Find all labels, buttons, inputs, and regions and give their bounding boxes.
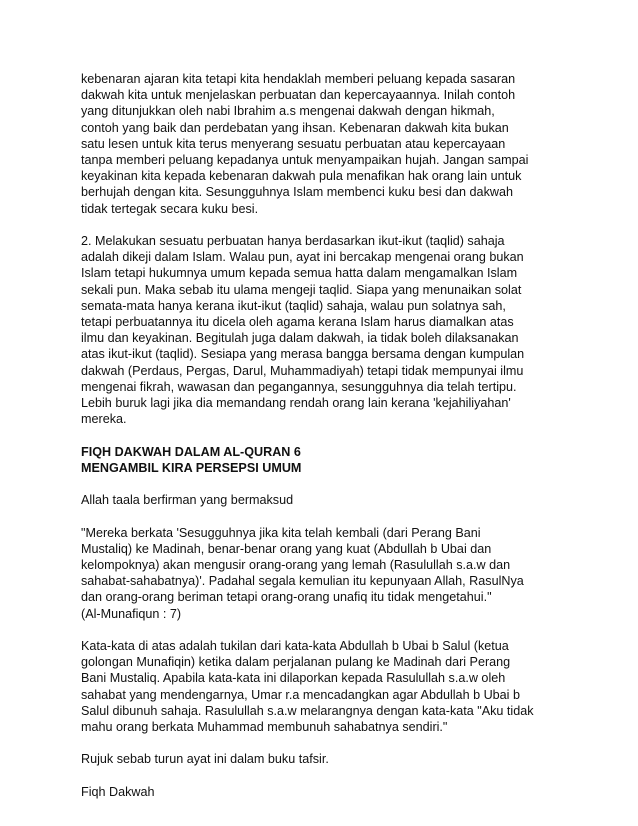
- paragraph-firman: Allah taala berfirman yang bermaksud: [81, 493, 294, 508]
- section-heading: FIQH DAKWAH DALAM AL-QURAN 6 MENGAMBIL KIRA PERSEPSI UMUM: [81, 444, 302, 475]
- paragraph-explanation: Kata-kata di atas adalah tukilan dari kata-kata Abdullah b Ubai b Salul (ketua golongan Munafiqin) ketika dalam perjalanan pulang ke Madinah dari Perang Bani Mustaliq. Apabila kata-kata ini dilaporkan kepada Rasulullah s.a.w oleh sahabat yang mendengarnya, Umar r.a mencadangkan agar Abdullah b Ubai b Salul dibunuh sahaja. Rasulullah s.a.w melarangnya dengan kata-kata "Aku tidak mahu orang berkata Muhammad membunuh sahabatnya sendiri.": [81, 639, 534, 735]
- paragraph-quote: "Mereka berkata 'Sesugguhnya jika kita telah kembali (dari Perang Bani Mustaliq) ke Madinah, benar-benar orang yang kuat (Abdullah b Ubai dan kelompoknya) akan mengusir orang-orang yang lemah (Rasulullah s.a.w dan sahabat-sahabatnya)'. Padahal segala kemulian itu kepunyaan Allah, RasulNya dan orang-orang beriman tetapi orang-orang unafiq itu tidak mengetahui." (Al-Munafiqun : 7): [81, 525, 524, 621]
- document-page: [81, 71, 561, 816]
- paragraph-reference: Rujuk sebab turun ayat ini dalam buku tafsir.: [81, 752, 329, 767]
- paragraph-intro: kebenaran ajaran kita tetapi kita hendaklah memberi peluang kepada sasaran dakwah kita untuk menjelaskan perbuatan dan kepercayaannya. Inilah contoh yang ditunjukkan oleh nabi Ibrahim a.s mengenai dakwah dengan hikmah, contoh yang baik dan perdebatan yang ihsan. Kebenaran dakwah kita bukan satu lesen untuk kita terus menyerang sesuatu perbuatan atau kepercayaan tanpa memberi peluang kepadanya untuk menyampaikan hujah. Jangan sampai keyakinan kita kepada kebenaran dakwah pula menafikan hak orang lain untuk berhujah dengan kita. Sesungguhnya Islam membenci kuku besi dan dakwah tidak tertegak secara kuku besi.: [81, 72, 529, 216]
- paragraph-footer: Fiqh Dakwah: [81, 784, 155, 799]
- paragraph-taqlid: 2. Melakukan sesuatu perbuatan hanya berdasarkan ikut-ikut (taqlid) sahaja adalah dikeji dalam Islam. Walau pun, ayat ini bercakap mengenai orang bukan Islam tetapi hukumnya umum kepada semua hatta dalam mengamalkan Islam sekali pun. Maka sebab itu ulama mengeji taqlid. Siapa yang menunaikan solat semata-mata hanya kerana ikut-ikut (taqlid) sahaja, walau pun solatnya sah, tetapi perbuatannya itu dicela oleh agama kerana Islam harus diamalkan atas ilmu dan keyakinan. Begitulah juga dalam dakwah, ia tidak boleh dilaksanakan atas ikut-ikut (taqlid). Sesiapa yang merasa bangga bersama dengan kumpulan dakwah (Perdaus, Pergas, Darul, Muhammadiyah) tetapi tidak mempunyai ilmu mengenai fikrah, wawasan dan pegangannya, sesungguhnya dia telah tertipu. Lebih buruk lagi jika dia memandang rendah orang lain kerana 'kejahiliyahan' mereka.: [81, 234, 525, 427]
